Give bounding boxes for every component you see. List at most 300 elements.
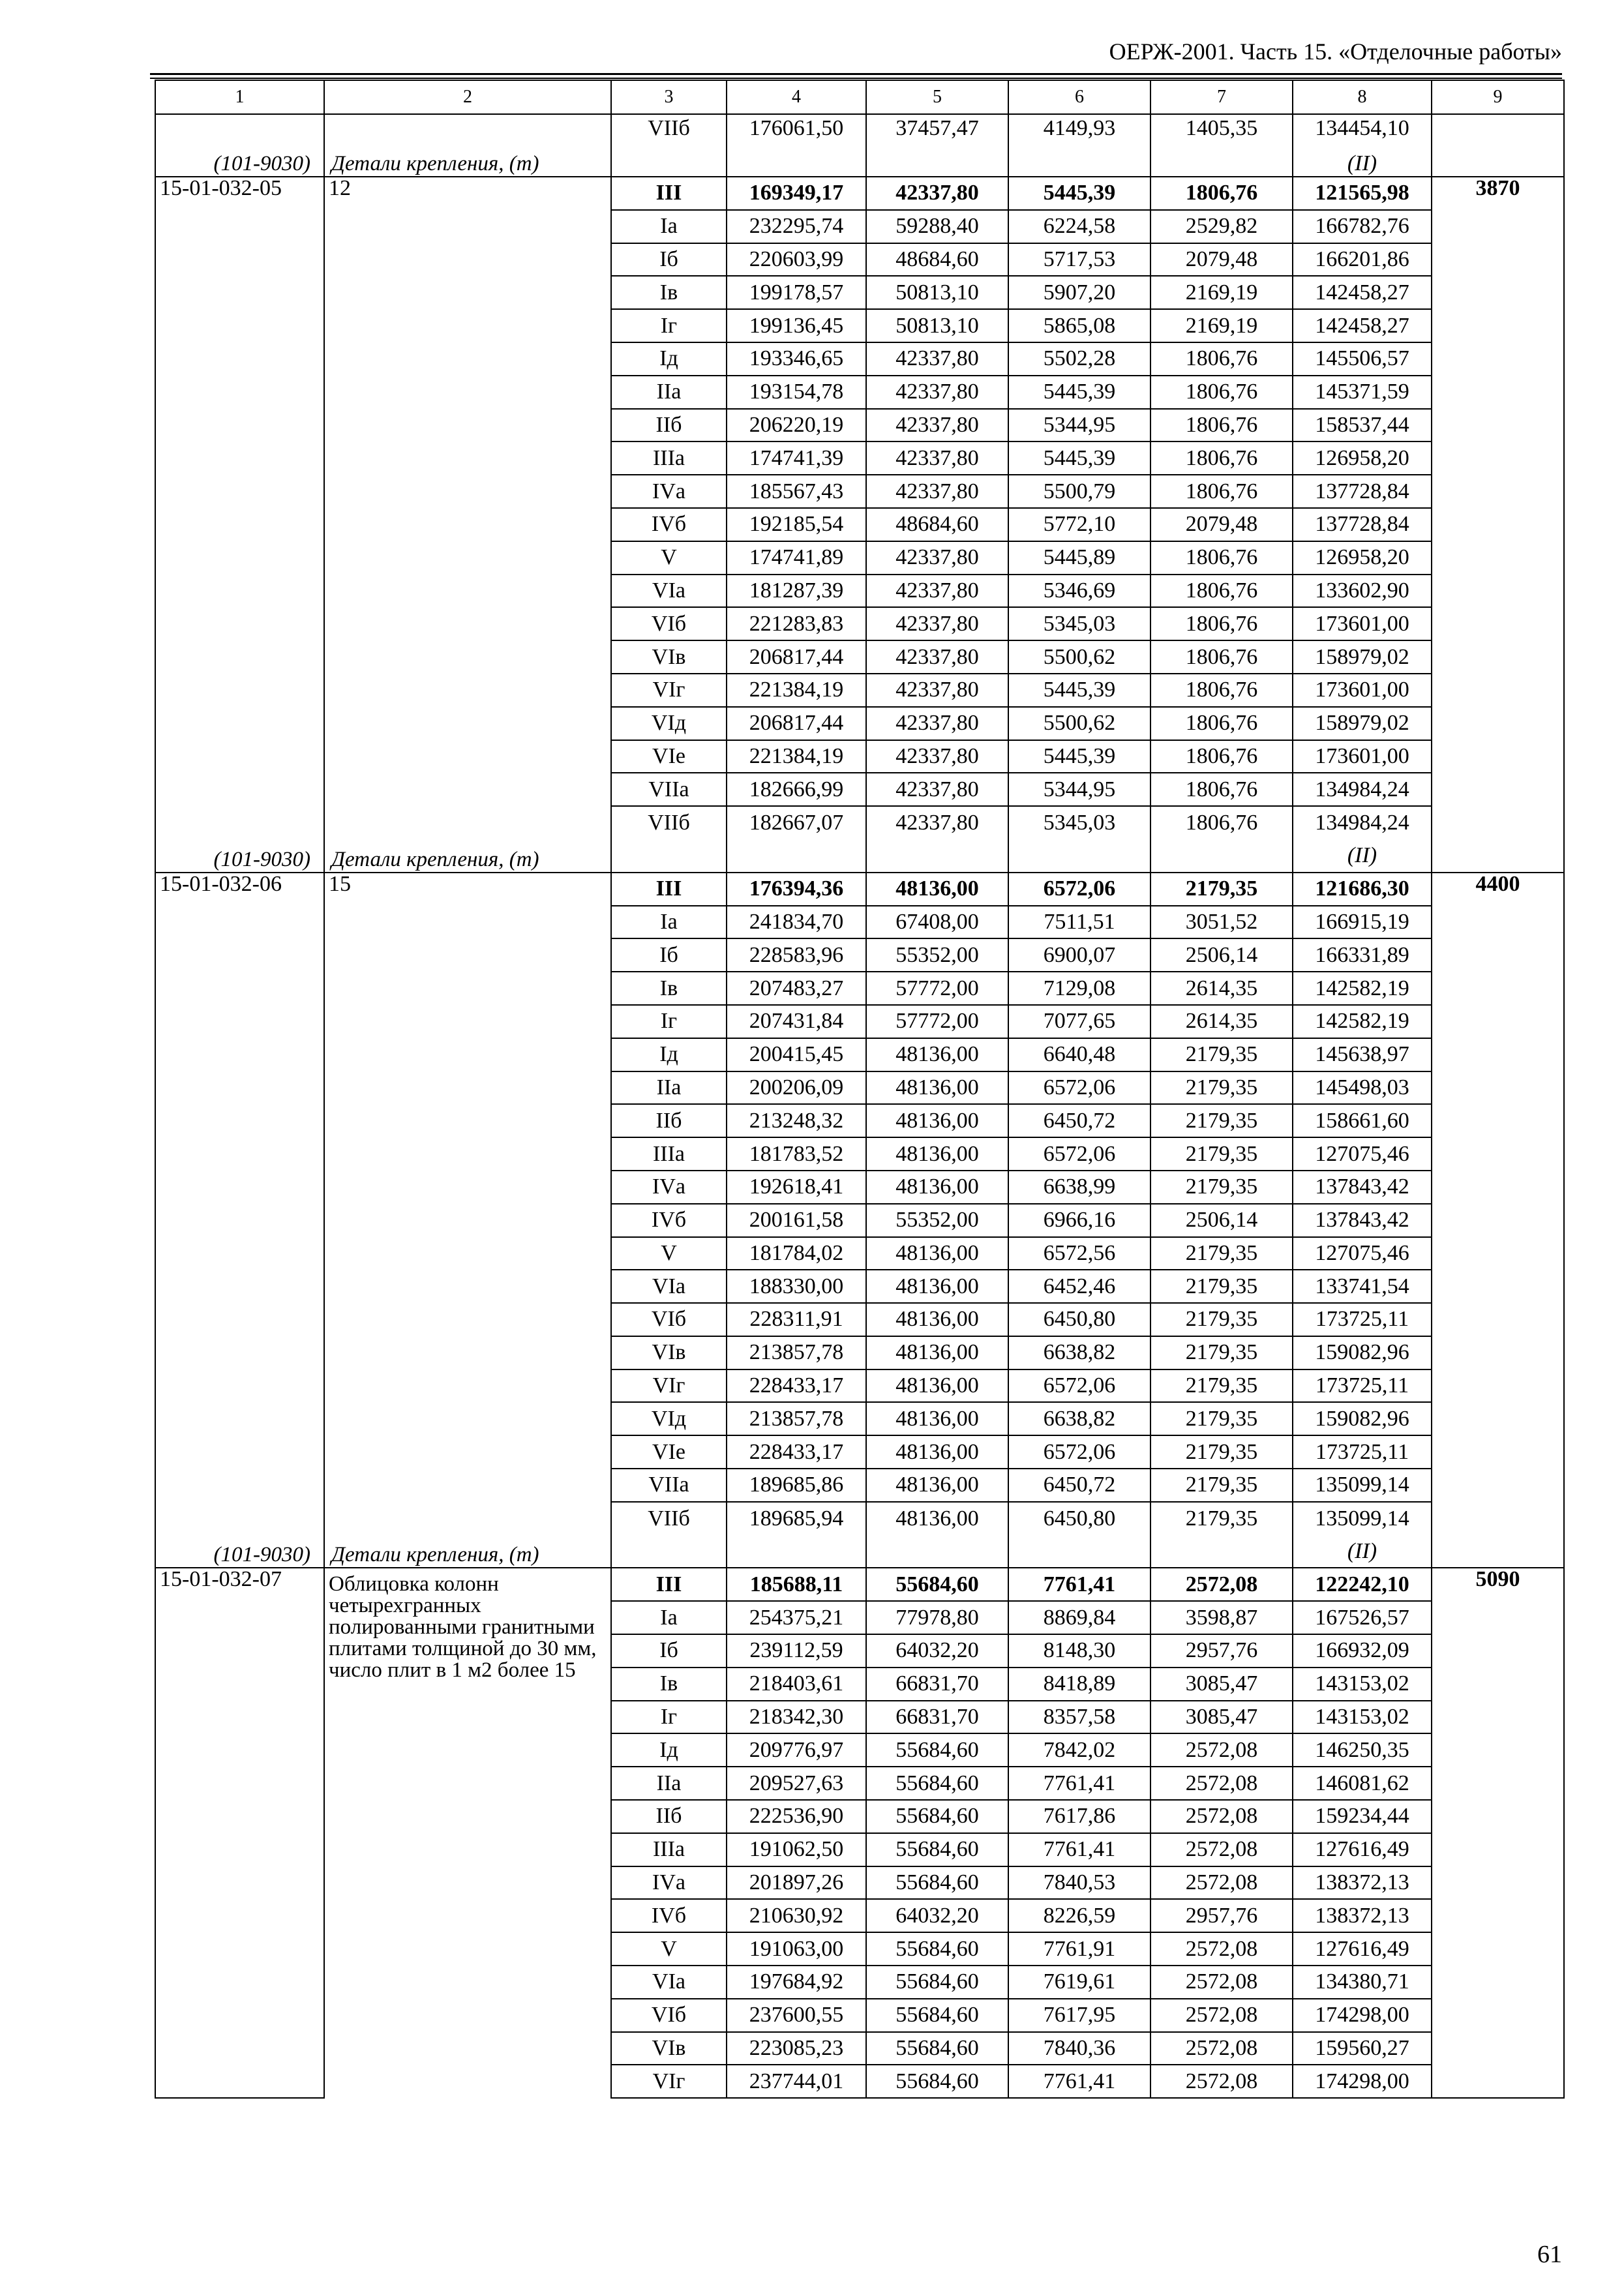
value-cell: 8869,84 [1008,1601,1150,1634]
code-cell [155,740,324,773]
zone-cell: Iд [611,1038,727,1071]
value-cell: 5345,03 [1008,806,1150,839]
value-cell: 48136,00 [866,1435,1008,1469]
value-cell: 1806,76 [1150,806,1293,839]
value-cell: 169349,17 [727,177,866,210]
value-cell: 237600,55 [727,1999,866,2032]
description-cell [324,674,611,707]
code-cell [155,1171,324,1204]
value-cell [727,114,866,177]
value-cell: 1806,76 [1150,674,1293,707]
table-row [155,972,1564,1005]
value-cell: 2614,35 [1150,972,1293,1005]
value-cell: 134984,24 [1293,806,1432,839]
value-cell: 6450,80 [1008,1303,1150,1336]
zone-cell: VIг [611,1369,727,1403]
table-row [155,773,1564,806]
zone-cell: IVб [611,1204,727,1237]
value-cell: 48136,00 [866,1137,1008,1171]
value-cell: 7129,08 [1008,972,1150,1005]
column-number: 8 [1293,80,1432,114]
value-cell: 135099,14 [1293,1469,1432,1502]
resource-note-text: Детали крепления, (т) [331,847,539,871]
header-rule [150,73,1562,75]
value-cell: 5772,10 [1008,508,1150,541]
zone-cell: Iд [611,342,727,376]
value-cell: 2179,35 [1150,1104,1293,1137]
value-cell: 42337,80 [866,773,1008,806]
value-cell: 67408,00 [866,906,1008,939]
value-cell: 159560,27 [1293,2032,1432,2065]
value-cell: 2179,35 [1150,1270,1293,1303]
value-cell: 3598,87 [1150,1601,1293,1634]
description-cell [324,1005,611,1038]
value-cell: 2179,35 [1150,873,1293,906]
zone-cell: VIб [611,607,727,640]
code-cell [155,114,324,177]
value-cell: 173601,00 [1293,674,1432,707]
value-cell: 7761,91 [1008,1932,1150,1966]
value-cell: 55352,00 [866,938,1008,972]
table-row [155,906,1564,939]
value-cell: 2179,35 [1150,1038,1293,1071]
value-cell: (II) [1293,1535,1432,1568]
value-cell: 7761,41 [1008,2065,1150,2098]
value-cell: 6638,82 [1008,1402,1150,1435]
value-cell: 2179,35 [1150,1171,1293,1204]
zone-cell: IIа [611,1767,727,1800]
zone-cell: Iг [611,1701,727,1734]
value-cell: 50813,10 [866,276,1008,309]
code-cell [155,475,324,508]
value-cell: 137728,84 [1293,508,1432,541]
zone-cell: IIIа [611,441,727,475]
code-cell [155,906,324,939]
column-number-row [155,80,1564,114]
description-cell [324,1435,611,1469]
code-cell [155,1104,324,1137]
col9-cell [1432,376,1564,409]
description-cell [324,1402,611,1435]
value-cell: 5445,39 [1008,740,1150,773]
table-row [155,938,1564,972]
value-cell: 220603,99 [727,243,866,277]
value-cell: 8357,58 [1008,1701,1150,1734]
code-cell [155,210,324,243]
value-cell: 127075,46 [1293,1237,1432,1270]
zone-cell: IIIа [611,1137,727,1171]
value-cell: 138372,13 [1293,1899,1432,1932]
value-cell: 1806,76 [1150,640,1293,674]
table-row [155,607,1564,640]
table-row [155,1568,1564,1601]
code-cell [155,1369,324,1403]
value-cell: 239112,59 [727,1634,866,1668]
value-cell: 48136,00 [866,1071,1008,1105]
table-row [155,740,1564,773]
value-cell: 228433,17 [727,1435,866,1469]
cell-value: 134454,10 [1315,116,1409,140]
value-cell: 1806,76 [1150,475,1293,508]
value-cell: 42337,80 [866,740,1008,773]
value-cell: 57772,00 [866,1005,1008,1038]
value-cell: 2169,19 [1150,276,1293,309]
value-cell: 173725,11 [1293,1435,1432,1469]
value-cell: 218403,61 [727,1668,866,1701]
description-cell [324,243,611,277]
value-cell: 48136,00 [866,1369,1008,1403]
rate-code: 15-01-032-06 [155,873,324,906]
col9-cell [1432,740,1564,773]
value-cell: 2179,35 [1150,1402,1293,1435]
resource-note-value: (II) [1347,151,1377,175]
value-cell: 3085,47 [1150,1668,1293,1701]
value-cell: 189685,86 [727,1469,866,1502]
cell-value: 4149,93 [1043,116,1116,140]
zone-cell: V [611,1237,727,1270]
value-cell [1293,114,1432,177]
zone-cell: Iг [611,1005,727,1038]
value-cell: 158979,02 [1293,707,1432,740]
value-cell: 174298,00 [1293,2065,1432,2098]
value-cell [866,1535,1008,1568]
code-cell [155,1668,324,1701]
value-cell: 48684,60 [866,508,1008,541]
value-cell: 5865,08 [1008,309,1150,342]
value-cell: 209527,63 [727,1767,866,1800]
value-cell: 192185,54 [727,508,866,541]
value-cell: 126958,20 [1293,441,1432,475]
value-cell: 2572,08 [1150,2065,1293,2098]
col9-cell [1432,707,1564,740]
col9-cell [1432,972,1564,1005]
table-row [155,508,1564,541]
zone-cell: VIг [611,2065,727,2098]
col9-cell [1432,906,1564,939]
code-cell [155,806,324,839]
zone-cell: IIб [611,1800,727,1833]
value-cell: 7761,41 [1008,1767,1150,1800]
code-cell [155,1833,324,1866]
table-row [155,575,1564,608]
col9-cell [1432,607,1564,640]
cell-value: 37457,47 [895,116,979,140]
value-cell: 42337,80 [866,541,1008,575]
value-cell: 48136,00 [866,873,1008,906]
zone-cell: VIIа [611,1469,727,1502]
table-row [155,1038,1564,1071]
value-cell: 2529,82 [1150,210,1293,243]
col9-cell [1432,1733,1564,1767]
description-cell [324,342,611,376]
table-row [155,1104,1564,1137]
zone-cell: III [611,873,727,906]
value-cell: 57772,00 [866,972,1008,1005]
col9-cell [1432,1601,1564,1634]
col9-cell [1432,441,1564,475]
value-cell: 133602,90 [1293,575,1432,608]
code-cell [155,1634,324,1668]
zone-cell: Iб [611,243,727,277]
col9-cell [1432,1038,1564,1071]
code-cell [155,441,324,475]
zone-cell: Iб [611,938,727,972]
value-cell: 237744,01 [727,2065,866,2098]
value-cell: 166201,86 [1293,243,1432,277]
rates-table-body [155,80,1564,2098]
value-cell: 7617,95 [1008,1999,1150,2032]
zone-cell: III [611,1568,727,1601]
column-number: 4 [727,80,866,114]
value-cell: 6572,06 [1008,1071,1150,1105]
code-cell [155,1899,324,1932]
code-cell [155,1237,324,1270]
zone-cell: VIв [611,1336,727,1369]
zone-cell: Iв [611,1668,727,1701]
value-cell: 222536,90 [727,1800,866,1833]
value-cell: 181287,39 [727,575,866,608]
col9-cell [1432,1999,1564,2032]
value-cell: 5445,39 [1008,674,1150,707]
col9-cell [1432,210,1564,243]
description-cell [324,773,611,806]
zone-cell: VIIа [611,773,727,806]
value-cell: 201897,26 [727,1866,866,1900]
value-cell: 2179,35 [1150,1237,1293,1270]
value-cell: 2179,35 [1150,1435,1293,1469]
value-cell: 134984,24 [1293,773,1432,806]
col9-cell [1432,674,1564,707]
value-cell: 7842,02 [1008,1733,1150,1767]
value-cell [1008,114,1150,177]
code-cell [155,1005,324,1038]
zone-cell: VIв [611,2032,727,2065]
value-cell: 42337,80 [866,342,1008,376]
description-cell [324,1369,611,1403]
col9-cell [1432,1634,1564,1668]
value-cell: 200206,09 [727,1071,866,1105]
value-cell: 1806,76 [1150,342,1293,376]
description-cell [324,409,611,442]
zone-cell: V [611,541,727,575]
value-cell: 59288,40 [866,210,1008,243]
value-cell: 158537,44 [1293,409,1432,442]
value-cell: 158979,02 [1293,640,1432,674]
table-row [155,243,1564,277]
value-cell: 146250,35 [1293,1733,1432,1767]
value-cell: 213248,32 [727,1104,866,1137]
description-cell [324,938,611,972]
description-cell [324,1270,611,1303]
value-cell: 173725,11 [1293,1303,1432,1336]
zone-cell: VIе [611,740,727,773]
value-cell: 55684,60 [866,1800,1008,1833]
value-cell: 6450,72 [1008,1104,1150,1137]
value-cell: 42337,80 [866,376,1008,409]
value-cell: 3051,52 [1150,906,1293,939]
value-cell: 173725,11 [1293,1369,1432,1403]
value-cell: 55684,60 [866,1966,1008,1999]
value-cell: 64032,20 [866,1634,1008,1668]
value-cell: 191063,00 [727,1932,866,1966]
col9-cell [1432,575,1564,608]
code-cell [155,1701,324,1734]
column-number: 1 [155,80,324,114]
value-cell [866,114,1008,177]
value-cell: 55684,60 [866,1568,1008,1601]
column-number: 5 [866,80,1008,114]
zone-cell: IIб [611,1104,727,1137]
value-cell: 2179,35 [1150,1336,1293,1369]
value-cell: 42337,80 [866,674,1008,707]
zone-cell: IVа [611,475,727,508]
code-cell [155,1733,324,1767]
value-cell: 191062,50 [727,1833,866,1866]
value-cell: 121565,98 [1293,177,1432,210]
value-cell: 6572,06 [1008,1435,1150,1469]
zone-cell: IIа [611,376,727,409]
table-row [155,806,1564,839]
value-cell: 228583,96 [727,938,866,972]
value-cell: 2957,76 [1150,1634,1293,1668]
zone-cell: Iв [611,276,727,309]
table-row [155,409,1564,442]
value-cell: 2506,14 [1150,938,1293,972]
code-cell [155,2065,324,2098]
table-row [155,114,1564,177]
value-cell: 7761,41 [1008,1833,1150,1866]
col9-cell [1432,1237,1564,1270]
col9-cell [1432,1899,1564,1932]
zone-cell: IVб [611,508,727,541]
col9-cell [1432,2032,1564,2065]
zone-cell: Iа [611,210,727,243]
value-cell: 143153,02 [1293,1668,1432,1701]
value-cell: 133741,54 [1293,1270,1432,1303]
value-cell: 2179,35 [1150,1071,1293,1105]
column-number: 3 [611,80,727,114]
resource-note-text: Детали крепления, (т) [331,1543,539,1567]
value-cell: 5344,95 [1008,409,1150,442]
value-cell: 5717,53 [1008,243,1150,277]
value-cell: 66831,70 [866,1668,1008,1701]
value-cell: 48136,00 [866,1402,1008,1435]
value-cell: 7617,86 [1008,1800,1150,1833]
col9-cell [1432,640,1564,674]
value-cell: 254375,21 [727,1601,866,1634]
value-cell: 173601,00 [1293,607,1432,640]
code-cell [155,1469,324,1502]
description-cell [324,1535,611,1568]
value-cell: 213857,78 [727,1336,866,1369]
value-cell: 6900,07 [1008,938,1150,972]
zone-cell: VIб [611,1999,727,2032]
column-number: 2 [324,80,611,114]
value-cell: 55684,60 [866,1767,1008,1800]
value-cell: 48136,00 [866,1303,1008,1336]
resource-note-code: (101-9030) [213,1543,310,1567]
zone-cell: VIв [611,640,727,674]
value-cell: 8418,89 [1008,1668,1150,1701]
code-cell [155,1535,324,1568]
description-cell [324,1502,611,1535]
value-cell: 2572,08 [1150,1966,1293,1999]
zone-cell: IVб [611,1899,727,1932]
value-cell: (II) [1293,839,1432,873]
code-cell [155,1336,324,1369]
value-cell: 8148,30 [1008,1634,1150,1668]
col9-cell [1432,938,1564,972]
value-cell: 48136,00 [866,1336,1008,1369]
table-row [155,1270,1564,1303]
value-cell: 137843,42 [1293,1204,1432,1237]
description-cell [324,1237,611,1270]
value-cell: 48136,00 [866,1171,1008,1204]
value-cell: 206220,19 [727,409,866,442]
code-cell [155,508,324,541]
value-cell: 2572,08 [1150,2032,1293,2065]
table-row [155,1502,1564,1535]
value-cell: 145371,59 [1293,376,1432,409]
value-cell: 210630,92 [727,1899,866,1932]
code-cell [155,1071,324,1105]
value-cell: 48136,00 [866,1104,1008,1137]
value-cell: 42337,80 [866,575,1008,608]
rate-description: Облицовка колонн четырехгранных полированными гранитными плитами толщиной до 30 мм, число плит в 1 м2 более 15 [324,1568,611,2098]
col9-cell [1432,1435,1564,1469]
value-cell [1150,114,1293,177]
value-cell: 185688,11 [727,1568,866,1601]
table-row [155,475,1564,508]
value-cell: 127616,49 [1293,1833,1432,1866]
zone-cell: IIб [611,409,727,442]
value-cell: 232295,74 [727,210,866,243]
column-number: 9 [1432,80,1564,114]
code-cell [155,674,324,707]
table-row [155,1435,1564,1469]
value-cell: 166932,09 [1293,1634,1432,1668]
table-row [155,707,1564,740]
resource-note-code: (101-9030) [213,847,310,871]
value-cell: 1806,76 [1150,177,1293,210]
zone-cell: VIе [611,1435,727,1469]
table-row [155,1336,1564,1369]
table-row [155,210,1564,243]
value-cell: 2506,14 [1150,1204,1293,1237]
value-cell: 228433,17 [727,1369,866,1403]
col9-cell [1432,342,1564,376]
value-cell: 2179,35 [1150,1137,1293,1171]
value-cell: 218342,30 [727,1701,866,1734]
description-cell [324,707,611,740]
value-cell: 5445,39 [1008,177,1150,210]
value-cell: 2572,08 [1150,1866,1293,1900]
value-cell: 6966,16 [1008,1204,1150,1237]
value-cell: 173601,00 [1293,740,1432,773]
value-cell: 55684,60 [866,1733,1008,1767]
zone-cell: Iа [611,1601,727,1634]
description-cell [324,1303,611,1336]
value-cell: 143153,02 [1293,1701,1432,1734]
value-cell [866,839,1008,873]
table-row [155,1005,1564,1038]
value-cell: 42337,80 [866,806,1008,839]
value-cell: 127075,46 [1293,1137,1432,1171]
value-cell: 50813,10 [866,309,1008,342]
rate-code: 15-01-032-07 [155,1568,324,1601]
col9-cell [1432,2065,1564,2098]
rates-table [155,80,1565,2099]
